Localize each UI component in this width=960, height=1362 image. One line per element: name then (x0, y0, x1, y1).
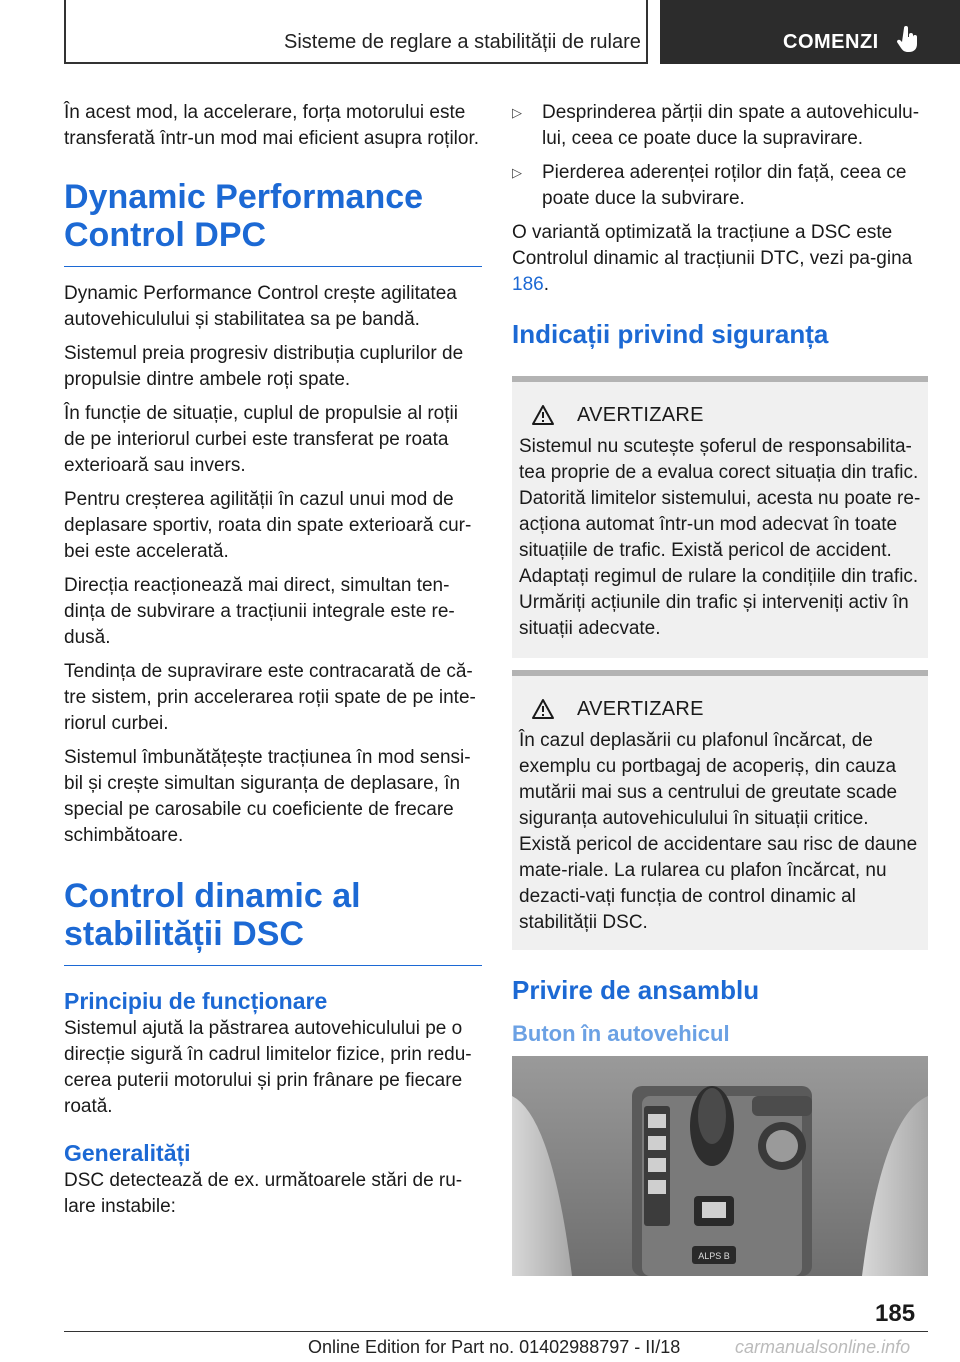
principle-heading: Principiu de funcționare (64, 988, 328, 1014)
warning-text: În cazul deplasării cu plafonul încărcat, de exemplu cu portbagaj de acoperiș, din cauza mutării mai sus a centrului de greutate scade siguranța autovehiculului în situații critice. Există pericol de accidentare sau risc de daune mate-riale. La rularea cu plafon încărcat, nu dezacti-vați funcția de control dinamic al stabilității DSC. (519, 730, 918, 933)
list-item: ▷ Desprinderea părții din spate a autovehiculu-lui, ceea ce poate duce la supravirare. (512, 100, 928, 152)
dpc-paragraph-5: Direcția reacționează mai direct, simultan ten-dința de subvirare a tracțiunii integrale este re-dusă. (64, 575, 455, 648)
warning-header (519, 696, 922, 722)
footer-edition: Online Edition for Part no. 01402988797 - II/18 (308, 1337, 681, 1357)
dpc-heading-block (64, 178, 482, 267)
principle-paragraph: Sistemul ajută la păstrarea autovehiculului pe o direcție sigură în cadrul limitelor fizice, prin redu-cerea puterii motorului și prin frânare pe fiecare roată. (64, 1018, 472, 1117)
left-column (64, 100, 482, 1228)
warning-triangle-icon (531, 698, 555, 720)
dsc-heading-block (64, 877, 482, 966)
general-paragraph: DSC detectează de ex. următoarele stări de ru-lare instabile: (64, 1170, 463, 1217)
dpc-paragraph-6: Tendința de supravirare este contracarată de că-tre sistem, prin accelerarea roții spate de pe inte-riorul curbei. (64, 661, 476, 734)
footer-divider (64, 1331, 928, 1332)
warning-header (519, 402, 922, 428)
list-item: ▷ Pierderea aderenței roților din față, ceea ce poate duce la subvirare. (512, 160, 928, 212)
section-label: COMENZI (783, 31, 879, 53)
intro-paragraph: În acest mod, la accelerare, forța motorului este transferată într-un mod mai eficient asupra roților. (64, 102, 480, 149)
dtc-paragraph (512, 220, 928, 298)
dpc-paragraph-1: Dynamic Performance Control crește agilitatea autovehiculului și stabilitatea sa pe bandă. (64, 283, 457, 330)
dpc-paragraph-3: În funcție de situație, cuplul de propulsie al roții de pe interiorul curbei este transferat pe roata exterioară sau invers. (64, 403, 458, 476)
overview-heading: Privire de ansamblu (512, 975, 760, 1005)
page-link-186[interactable]: 186 (512, 274, 544, 295)
warning-label: AVERTIZARE (577, 698, 704, 720)
warning-box-2 (512, 670, 928, 950)
warning-triangle-icon (531, 404, 555, 426)
general-heading: Generalități (64, 1140, 191, 1166)
safety-heading: Indicații privind siguranța (512, 319, 829, 349)
hand-pointer-icon (896, 26, 920, 54)
instability-list (512, 100, 928, 212)
dpc-paragraph-7: Sistemul îmbunătățește tracțiunea în mod sensi-bil și crește simultan siguranța de deplasare, în special pe carosabile cu coeficiente de frecare schimbătoare. (64, 747, 471, 846)
warning-box-1 (512, 376, 928, 658)
warning-text: Sistemul nu scutește șoferul de responsabilita-tea proprie de a evalua corect situația din trafic. Datorită limitelor sistemului, acesta nu poate re-acționa automat într-un mod adecvat în toate situațiile de trafic. Există pericol de accident. Adaptați regimul de rulare la condițiile din trafic. Urmăriți acțiunile din trafic și interveniți activ în situații adecvate. (519, 436, 921, 639)
right-column (512, 100, 928, 1048)
dtc-text: O variantă optimizată la tracțiune a DSC este Controlul dinamic al tracțiunii DTC, vezi pa-gina (512, 222, 913, 269)
dsc-heading: Control dinamic al stabilității DSC (64, 877, 361, 953)
dpc-heading: Dynamic Performance Control DPC (64, 178, 424, 254)
warning-label: AVERTIZARE (577, 404, 704, 426)
center-console-photo (512, 1056, 928, 1276)
button-heading: Buton în autovehicul (512, 1021, 730, 1046)
footer-watermark: carmanualsonline.info (735, 1337, 911, 1357)
header-title: Sisteme de reglare a stabilității de rulare (284, 31, 641, 53)
dpc-paragraph-2: Sistemul preia progresiv distribuția cuplurilor de propulsie dintre ambele roți spate. (64, 343, 464, 390)
dpc-paragraph-4: Pentru creșterea agilității în cazul unui mod de deplasare sportiv, roata din spate exterioară cur-bei este accelerată. (64, 489, 472, 562)
page-number: 185 (875, 1300, 916, 1327)
dtc-end: . (543, 274, 549, 295)
console-button-label: ALPS B (698, 1251, 730, 1261)
